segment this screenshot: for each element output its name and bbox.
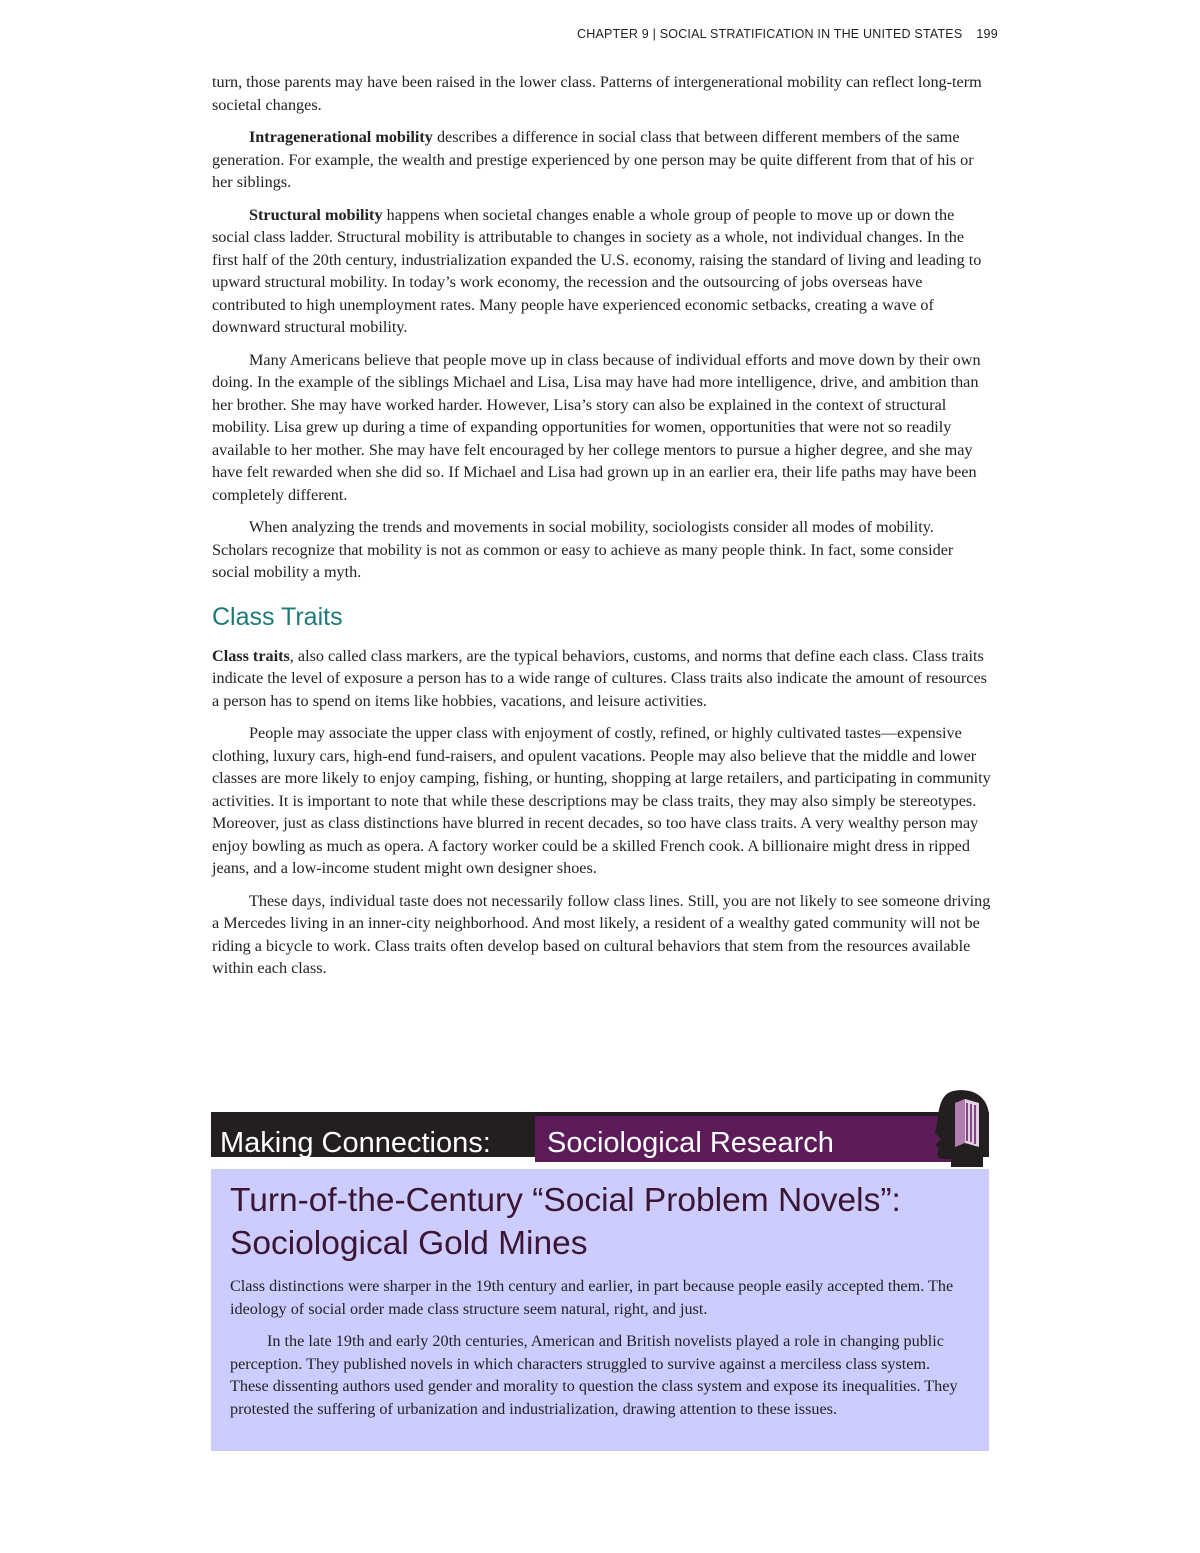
key-term: Class traits <box>212 646 290 665</box>
key-term: Structural mobility <box>249 205 383 224</box>
paragraph: In the late 19th and early 20th centuries, American and British novelists played a role in changing public perception. They published novels in which characters struggled to survive against a merciless class system. These dissenting authors used gender and morality to question the class system and expose its inequalities. They protested the suffering of urbanization and industrialization, drawing attention to these issues. <box>230 1332 958 1418</box>
box-label: Making Connections: <box>220 1127 491 1159</box>
paragraph: These days, individual taste does not necessarily follow class lines. Still, you are not likely to see someone driving a Mercedes living in an inner-city neighborhood. And most likely, a resident of a wealthy gated community will not be riding a bicycle to work. Class traits often develop based on cultural behaviors that stem from the resources available within each class. <box>212 891 991 977</box>
paragraph: When analyzing the trends and movements in social mobility, sociologists consider all modes of mobility. Scholars recognize that mobility is not as common or easy to achieve as many people think. In fact, some consider social mobility a myth. <box>212 518 954 581</box>
box-body <box>211 1169 989 1451</box>
reader-head-book-icon <box>929 1087 991 1169</box>
box-text <box>230 1275 970 1430</box>
box-tag <box>535 1116 953 1162</box>
section-heading: Class Traits <box>212 602 343 631</box>
box-title: Turn-of-the-Century “Social Problem Novels”: Sociological Gold Mines <box>230 1182 901 1262</box>
paragraph: People may associate the upper class with enjoyment of costly, refined, or highly cultivated tastes—expensive clothing, luxury cars, high-end fund-raisers, and opulent vacations. People may also believe that the middle and lower classes are more likely to enjoy camping, fishing, or hunting, shopping at large retailers, and participating in community activities. It is important to note that while these descriptions may be class traits, they may also simply be stereotypes. Moreover, just as class distinctions have blurred in recent decades, so too have class traits. A very wealthy person may enjoy bowling as much as opera. A factory worker could be a skilled French cook. A billionaire might dress in ripped jeans, and a low-income student might own designer shoes. <box>212 724 991 877</box>
key-term: Intragenerational mobility <box>249 128 433 146</box>
paragraph: Class traits, also called class markers, are the typical behaviors, customs, and norms that define each class. Class traits indicate the level of exposure a person has to a wide range of cultures. Class traits also indicate the amount of resources a person has to spend on items like hobbies, vacations, and leisure activities. <box>212 646 987 710</box>
running-head-text: CHAPTER 9 | SOCIAL STRATIFICATION IN THE UNITED STATES <box>577 27 963 41</box>
paragraph: Class distinctions were sharper in the 19th century and earlier, in part because people easily accepted them. The ideology of social order made class structure seem natural, right, and just. <box>230 1277 954 1318</box>
making-connections-box <box>211 1087 989 1451</box>
running-head <box>577 27 1027 41</box>
page-number: 199 <box>976 27 998 41</box>
paragraph: Structural mobility happens when societal changes enable a whole group of people to move up or down the social class ladder. Structural mobility is attributable to changes in society as a whole, not individual changes. In the first half of the 20th century, industrialization expanded the U.S. economy, raising the standard of living and leading to upward structural mobility. In today’s work economy, the recession and the outsourcing of jobs overseas have contributed to high unemployment rates. Many people have experienced economic setbacks, creating a wave of downward structural mobility. <box>212 205 982 336</box>
paragraph: Intragenerational mobility describes a difference in social class that between different members of the same generation. For example, the wealth and prestige experienced by one person may be quite different from that of his or her siblings. <box>212 128 974 191</box>
box-tag-text: Sociological Research <box>547 1127 834 1159</box>
paragraph: turn, those parents may have been raised in the lower class. Patterns of intergenerational mobility can reflect long-term societal changes. <box>212 73 982 114</box>
body-text <box>212 71 992 990</box>
paragraph: Many Americans believe that people move up in class because of individual efforts and move down by their own doing. In the example of the siblings Michael and Lisa, Lisa may have had more intelligence, drive, and ambition than her brother. She may have worked harder. However, Lisa’s story can also be explained in the context of structural mobility. Lisa grew up during a time of expanding opportunities for women, opportunities that were not so readily available to her mother. She may have felt encouraged by her college mentors to pursue a higher degree, and she may have felt rewarded when she did so. If Michael and Lisa had grown up in an earlier era, their life paths may have been completely different. <box>212 350 981 504</box>
